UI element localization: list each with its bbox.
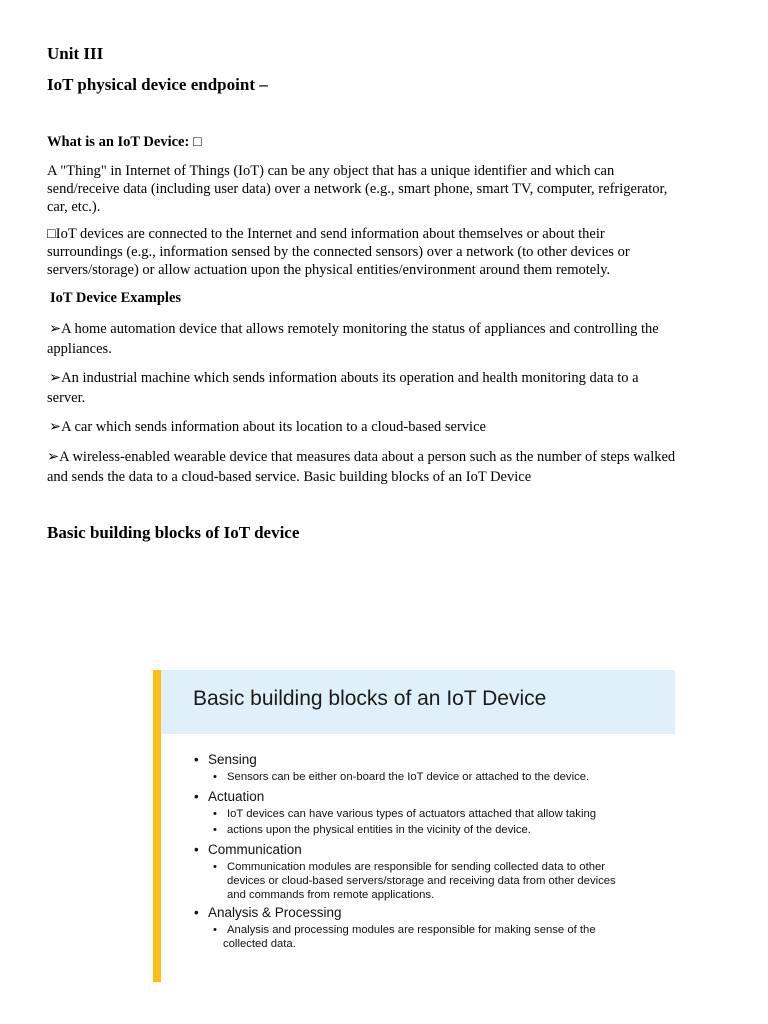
section-heading: Basic building blocks of IoT device bbox=[47, 523, 300, 542]
paragraph-line: car, etc.). bbox=[47, 199, 101, 215]
slide-item-label: Actuation bbox=[208, 789, 265, 804]
example-line: ➢A wireless-enabled wearable device that measures data about a person such as the number of steps walked bbox=[47, 449, 676, 465]
slide-item-label: Analysis & Processing bbox=[208, 905, 342, 920]
examples-heading: IoT Device Examples bbox=[50, 290, 182, 306]
slide-subitem-text: IoT devices can have various types of actuators attached that allow taking bbox=[227, 808, 597, 820]
bullet-icon: • bbox=[213, 924, 217, 936]
slide-subitem bbox=[213, 924, 596, 937]
example-line: and sends the data to a cloud-based service. Basic building blocks of an IoT Device bbox=[47, 469, 532, 485]
slide-item-communication bbox=[194, 842, 302, 857]
slide-subitem-continuation: devices or cloud-based servers/storage and receiving data from other devices bbox=[227, 875, 616, 887]
paragraph-line: A "Thing" in Internet of Things (IoT) can be any object that has a unique identifier and which can bbox=[47, 163, 615, 179]
paragraph-iot-devices bbox=[47, 225, 732, 279]
slide-item-label: Communication bbox=[208, 842, 302, 857]
missing-glyph-box: □ bbox=[192, 134, 202, 150]
slide-subitem-text: Communication modules are responsible for sending collected data to other bbox=[227, 861, 606, 873]
bullet-icon: • bbox=[213, 771, 217, 783]
slide-subitem-continuation: collected data. bbox=[223, 938, 296, 950]
example-line: ➢An industrial machine which sends information abouts its operation and health monitoring data to a bbox=[49, 370, 639, 386]
what-is-heading bbox=[47, 134, 202, 151]
example-item bbox=[49, 319, 734, 359]
slide-accent-bar bbox=[153, 670, 161, 982]
example-line: ➢A car which sends information about its location to a cloud-based service bbox=[49, 419, 486, 435]
slide-subitem-continuation: and commands from remote applications. bbox=[227, 889, 435, 901]
page-heading: IoT physical device endpoint – bbox=[47, 75, 268, 94]
example-line: ➢A home automation device that allows remotely monitoring the status of appliances and controlling the bbox=[49, 321, 659, 337]
slide-subitem bbox=[213, 861, 605, 874]
slide-item-sensing bbox=[194, 752, 257, 767]
bullet-icon: • bbox=[194, 752, 199, 767]
slide-subitem-text: Analysis and processing modules are responsible for making sense of the bbox=[227, 924, 596, 936]
slide-title: Basic building blocks of an IoT Device bbox=[193, 687, 547, 710]
slide-item-label: Sensing bbox=[208, 752, 257, 767]
slide-item-actuation bbox=[194, 789, 264, 804]
example-line: appliances. bbox=[47, 341, 112, 357]
slide-item-analysis bbox=[194, 905, 342, 920]
slide-subitem bbox=[213, 771, 589, 784]
bullet-icon: • bbox=[213, 824, 217, 836]
what-is-label: What is an IoT Device: bbox=[47, 134, 193, 150]
example-item bbox=[49, 417, 734, 437]
slide-subitem bbox=[213, 824, 531, 837]
bullet-icon: • bbox=[213, 861, 217, 873]
paragraph-line: send/receive data (including user data) over a network (e.g., smart phone, smart TV, computer, refrigerator, bbox=[47, 181, 668, 197]
bullet-icon: • bbox=[194, 842, 199, 857]
unit-title: Unit III bbox=[47, 44, 104, 63]
bullet-icon: • bbox=[194, 905, 199, 920]
bullet-icon: • bbox=[213, 808, 217, 820]
slide-subitem-text: actions upon the physical entities in the vicinity of the device. bbox=[227, 824, 531, 836]
example-line: server. bbox=[47, 390, 86, 406]
slide-subitem bbox=[213, 808, 596, 821]
example-item bbox=[49, 368, 734, 408]
bullet-icon: • bbox=[194, 789, 199, 804]
paragraph-line: surroundings (e.g., information sensed by the connected sensors) over a network (to other devices or bbox=[47, 244, 630, 260]
paragraph-line: □IoT devices are connected to the Internet and send information about themselves or about their bbox=[47, 226, 605, 242]
example-item bbox=[47, 447, 747, 487]
building-blocks-slide bbox=[153, 670, 675, 982]
paragraph-thing-definition bbox=[47, 162, 732, 216]
paragraph-line: servers/storage) or allow actuation upon the physical entities/environment around them remotely. bbox=[47, 262, 611, 278]
slide-subitem-text: Sensors can be either on-board the IoT device or attached to the device. bbox=[227, 771, 590, 783]
